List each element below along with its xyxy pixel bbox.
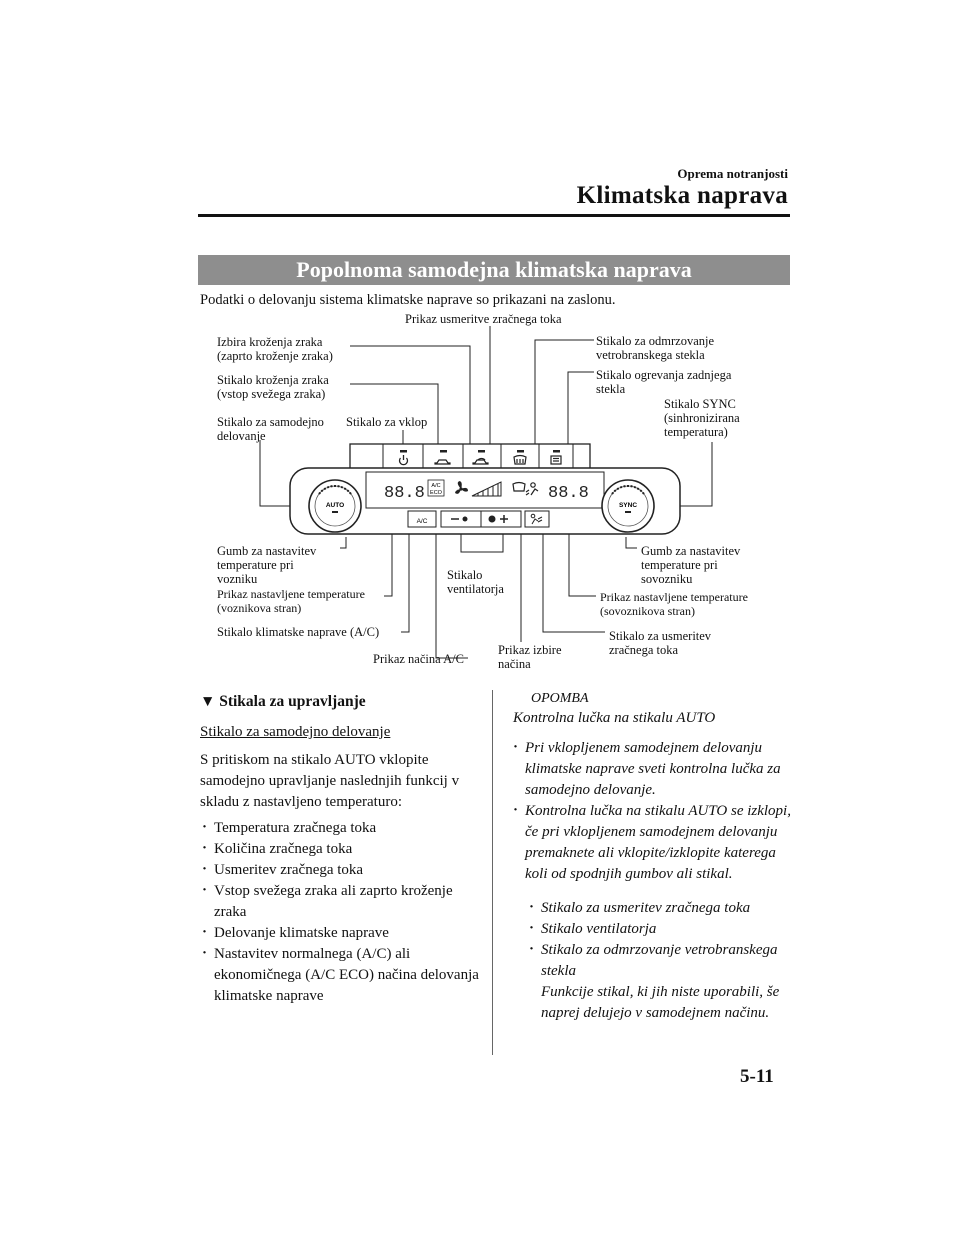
controls-heading: ▼ Stikala za upravljanje (200, 693, 366, 710)
note-follow-text: Funkcije stikal, ki jih niste uporabili, še naprej delujejo v samodejnem načinu. (541, 984, 780, 1021)
list-item: · Vstop svežega zraka ali zaprto kroženje zraka (200, 881, 485, 923)
power-indicator (400, 450, 407, 453)
list-item: · Usmeritev zračnega toka (200, 860, 485, 881)
fan-large-icon (489, 516, 496, 523)
label-driver-temp-display: Prikaz nastavljene temperature (voznikova stran) (217, 587, 365, 615)
list-item: · Kontrolna lučka na stikalu AUTO se izklopi, če pri vklopljenem samodejnem delovanju premaknete ali vklopite/izklopite katerega koli od spodnjih gumbov ali stikal. (511, 801, 796, 885)
leader-defrost-switch (535, 340, 594, 448)
label-rear-heat-switch: Stikalo ogrevanja zadnjega stekla (596, 368, 732, 396)
note-list (511, 738, 796, 885)
intro-text: Podatki o delovanju sistema klimatske naprave so prikazani na zaslonu. (200, 292, 616, 308)
auto-switch-paragraph: S pritiskom na stikalo AUTO vklopite samodejno upravljanje naslednjih funkcij v skladu z nastavljeno temperaturo: (200, 752, 460, 810)
sync-button-text: SYNC (618, 502, 638, 509)
auto-indicator (332, 511, 338, 513)
ac-button-text: A/C (416, 518, 428, 525)
fan-small-icon (463, 517, 468, 522)
triangle-down-icon: ▼ (200, 693, 220, 710)
label-mode-display: Prikaz izbire načina (498, 643, 562, 671)
label-pass-temp-display: Prikaz nastavljene temperature (sovoznikova stran) (600, 590, 748, 618)
section-banner: Popolnoma samodejna klimatska naprava (198, 255, 790, 285)
list-item: · Stikalo za odmrzovanje vetrobranskega stekla (527, 940, 787, 982)
list-item: · Temperatura zračnega toka (200, 818, 485, 839)
driver-temp-readout: 88.8 (384, 484, 425, 503)
rear-heat-indicator (553, 450, 560, 453)
list-item: · Pri vklopljenem samodejnem delovanju klimatske naprave sveti kontrolna lučka za samodejno delovanje. (511, 738, 796, 801)
note-heading: OPOMBA (531, 691, 589, 706)
label-fan-switch: Stikalo ventilatorja (447, 568, 504, 596)
leader-pass-knob (626, 537, 637, 548)
label-sync-switch: Stikalo SYNC (sinhronizirana temperatura) (664, 397, 740, 439)
recirc-fresh-indicator (440, 450, 447, 453)
airflow-mode-button (525, 511, 549, 527)
label-power-switch: Stikalo za vklop (346, 415, 428, 429)
section-title: Oprema notranjosti (677, 166, 788, 181)
label-airflow-display: Prikaz usmeritve zračnega toka (405, 312, 562, 326)
column-divider (492, 690, 493, 1055)
svg-text:A/C: A/C (431, 483, 441, 489)
label-ac-switch: Stikalo klimatske naprave (A/C) (217, 625, 380, 639)
label-ac-mode-display: Prikaz načina A/C (373, 652, 464, 666)
auto-functions-list (200, 818, 485, 1007)
list-item: · Delovanje klimatske naprave (200, 923, 485, 944)
leader-rear-heat-switch (568, 372, 594, 448)
leader-driver-knob (340, 537, 346, 548)
list-item: · Stikalo za usmeritev zračnega toka (527, 898, 787, 919)
list-item: · Stikalo ventilatorja (527, 919, 787, 940)
note-sublist (527, 898, 787, 982)
recirc-closed-indicator (478, 450, 485, 453)
svg-text:ECO: ECO (430, 490, 442, 496)
chapter-title: Klimatska naprava (576, 182, 788, 209)
list-item: · Količina zračnega toka (200, 839, 485, 860)
label-pass-knob: Gumb za nastavitev temperature pri sovozniku (641, 544, 741, 586)
auto-switch-subheading: Stikalo za samodejno delovanje (200, 724, 391, 740)
label-recirc-fresh: Stikalo kroženja zraka (vstop svežega zraka) (217, 373, 329, 401)
label-defrost-switch: Stikalo za odmrzovanje vetrobranskega stekla (596, 334, 715, 362)
page-number: 5-11 (740, 1066, 774, 1087)
list-item: · Nastavitev normalnega (A/C) ali ekonomičnega (A/C ECO) načina delovanja klimatske naprave (200, 944, 485, 1007)
leader-recirc-closed (350, 346, 470, 448)
leader-recirc-fresh (350, 384, 438, 448)
label-driver-knob: Gumb za nastavitev temperature pri vozniku (217, 544, 317, 586)
passenger-temp-readout: 88.8 (548, 484, 589, 503)
label-recirc-closed: Izbira kroženja zraka (zaprto kroženje zraka) (217, 335, 333, 363)
note-subheading: Kontrolna lučka na stikalu AUTO (513, 710, 716, 726)
label-auto-switch: Stikalo za samodejno delovanje (217, 415, 324, 443)
defrost-indicator (517, 450, 524, 453)
sync-indicator (625, 511, 631, 513)
label-airflow-switch: Stikalo za usmeritev zračnega toka (609, 629, 712, 657)
auto-button-text: AUTO (325, 502, 345, 509)
